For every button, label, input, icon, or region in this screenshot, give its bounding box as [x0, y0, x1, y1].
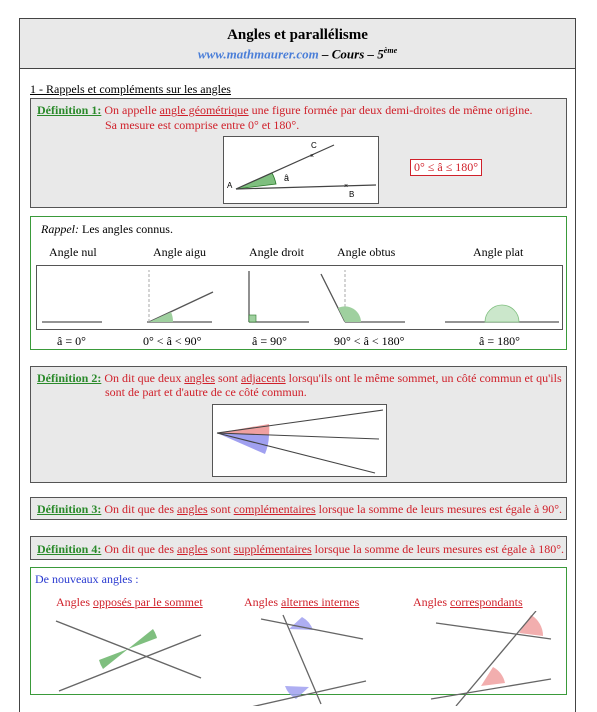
- known-angles-diagram: [37, 266, 562, 329]
- definition-2-figure: [212, 404, 387, 477]
- page-subtitle: [20, 46, 575, 62]
- site-link[interactable]: www.mathmaurer.com: [197, 46, 319, 62]
- type-obtus: Angle obtus: [337, 245, 396, 259]
- course-level-sup: ème: [383, 46, 398, 55]
- definition-2-line2: sont de part et d'autre de ce côté commun.: [105, 385, 307, 399]
- adjacent-angle-blue: [217, 433, 269, 454]
- cond-plat: â = 180°: [479, 334, 520, 348]
- definition-2-text: Définition 2: On dit que deux angles sont adjacents lorsqu'ils ont le même sommet, un côté commun et qu'ils: [37, 371, 562, 385]
- alternate-line-top: [261, 619, 363, 639]
- definition-3-box: [30, 497, 567, 520]
- rappel-label: Rappel:: [41, 222, 79, 236]
- obtus-arc: [338, 306, 361, 322]
- alternate-line-bottom: [251, 681, 366, 706]
- type-droit: Angle droit: [249, 245, 304, 259]
- opposite-angle-right: [128, 629, 157, 649]
- alternate-angles-title: Angles alternes internes: [244, 595, 360, 609]
- cond-nul: â = 0°: [57, 334, 86, 348]
- type-plat: Angle plat: [473, 245, 524, 259]
- definition-1-label: Définition 1:: [37, 103, 102, 117]
- plat-arc: [485, 305, 519, 322]
- term-complementaires: complémentaires: [233, 502, 316, 516]
- droit-square: [249, 315, 256, 322]
- definition-2-label: Définition 2:: [37, 371, 102, 385]
- definition-3-label: Définition 3:: [37, 502, 102, 516]
- subtitle-separator: –: [318, 46, 332, 62]
- type-nul: Angle nul: [49, 245, 97, 259]
- definition-1-box: [30, 98, 567, 208]
- term-angle-geometrique: angle géométrique: [159, 103, 249, 117]
- cond-aigu: 0° < â < 90°: [143, 334, 202, 348]
- known-angles-figure: [36, 265, 563, 330]
- geometric-angle-diagram: [224, 137, 378, 203]
- corresponding-angle-lower: [481, 667, 505, 686]
- term-angles: angles: [184, 371, 215, 385]
- point-b-label: B: [349, 190, 355, 199]
- rappel-text: Rappel: Les angles connus.: [41, 222, 173, 236]
- page-header: [20, 19, 575, 69]
- worksheet-page: [19, 18, 576, 712]
- definition-1-line2: Sa mesure est comprise entre 0° et 180°.: [105, 118, 300, 132]
- aigu-ray: [149, 292, 213, 322]
- section-heading: 1 - Rappels et compléments sur les angles: [30, 82, 231, 96]
- page-title: Angles et parallélisme: [227, 27, 368, 43]
- term-angles-4: angles: [177, 542, 208, 556]
- definition-4-box: [30, 536, 567, 560]
- definition-4-text: Définition 4: On dit que des angles sont supplémentaires lorsque la somme de leurs mesures est égale à 180°.: [37, 542, 565, 556]
- type-aigu: Angle aigu: [153, 245, 206, 259]
- angle-label: â: [284, 173, 290, 183]
- adjacent-angles-diagram: [213, 405, 386, 476]
- opposite-line-2: [56, 621, 201, 678]
- definition-4-label: Définition 4:: [37, 542, 102, 556]
- ray-lower: [217, 433, 375, 473]
- aigu-arc: [149, 312, 173, 322]
- corresponding-transversal: [456, 611, 536, 706]
- new-angles-title: De nouveaux angles :: [35, 572, 139, 586]
- angle-range-formula: 0° ≤ â ≤ 180°: [410, 159, 482, 176]
- term-adjacents: adjacents: [241, 371, 286, 385]
- new-angles-box: [30, 567, 567, 695]
- rappel-box: [30, 216, 567, 350]
- course-label: Cours – 5: [331, 46, 384, 62]
- new-angles-diagrams: [31, 611, 566, 706]
- opposite-line-1: [59, 635, 201, 691]
- corresponding-angles-title: Angles correspondants: [413, 595, 523, 609]
- term-angles-3: angles: [177, 502, 208, 516]
- cond-droit: â = 90°: [252, 334, 287, 348]
- point-c-label: C: [311, 141, 317, 150]
- definition-1-text: Définition 1: On appelle angle géométrique une figure formée par deux demi-droites de même origine.: [37, 103, 533, 117]
- definition-1-figure: [223, 136, 379, 204]
- ray-upper: [217, 410, 383, 433]
- definition-3-text: Définition 3: On dit que des angles sont complémentaires lorsque la somme de leurs mesures est égale à 90°.: [37, 502, 563, 516]
- term-supplementaires: supplémentaires: [233, 542, 312, 556]
- point-a-label: A: [227, 181, 233, 190]
- point-c-mark: ×: [310, 153, 315, 160]
- corresponding-angle-upper: [519, 615, 543, 636]
- opposite-angles-title: Angles opposés par le sommet: [56, 595, 203, 609]
- definition-2-box: [30, 366, 567, 483]
- point-b-mark: ×: [344, 183, 349, 190]
- cond-obtus: 90° < â < 180°: [334, 334, 405, 348]
